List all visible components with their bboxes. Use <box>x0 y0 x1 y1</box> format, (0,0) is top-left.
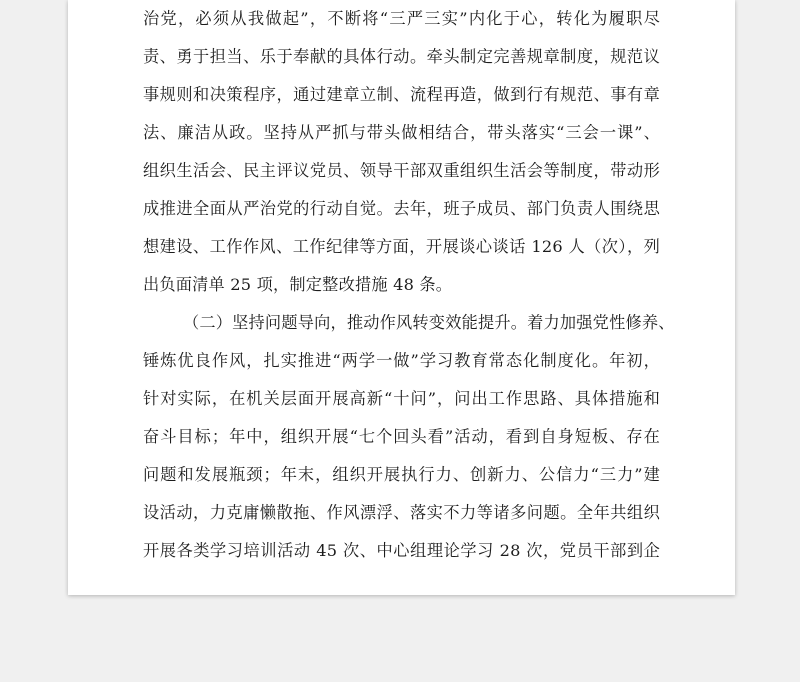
text-line: 成推进全面从严治党的行动自觉。去年，班子成员、部门负责人围绕思 <box>143 199 660 218</box>
text-line: 法、廉洁从政。坚持从严抓与带头做相结合，带头落实“三会一课”、 <box>143 123 660 142</box>
text-line: 出负面清单 25 项，制定整改措施 48 条。 <box>143 275 453 294</box>
text-line: 治党，必须从我做起”，不断将“三严三实”内化于心，转化为履职尽 <box>143 9 660 28</box>
text-line: 设活动，力克庸懒散拖、作风漂浮、落实不力等诸多问题。全年共组织 <box>143 503 660 522</box>
paragraph-start-line: （二）坚持问题导向，推动作风转变效能提升。着力加强党性修养、 <box>183 313 675 332</box>
text-line: 事规则和决策程序，通过建章立制、流程再造，做到行有规范、事有章 <box>143 85 660 104</box>
text-line: 针对实际，在机关层面开展高新“十问”，问出工作思路、具体措施和 <box>143 389 660 408</box>
text-line: 责、勇于担当、乐于奉献的具体行动。牵头制定完善规章制度，规范议 <box>143 47 660 66</box>
text-line: 想建设、工作作风、工作纪律等方面，开展谈心谈话 126 人（次），列 <box>143 237 660 256</box>
text-line: 锤炼优良作风，扎实推进“两学一做”学习教育常态化制度化。年初， <box>143 351 660 370</box>
text-line: 奋斗目标；年中，组织开展“七个回头看”活动，看到自身短板、存在 <box>143 427 660 446</box>
text-line: 组织生活会、民主评议党员、领导干部双重组织生活会等制度，带动形 <box>143 161 660 180</box>
text-line: 问题和发展瓶颈；年末，组织开展执行力、创新力、公信力“三力”建 <box>143 465 660 484</box>
text-line: 开展各类学习培训活动 45 次、中心组理论学习 28 次，党员干部到企 <box>143 541 660 560</box>
document-page <box>68 0 735 595</box>
